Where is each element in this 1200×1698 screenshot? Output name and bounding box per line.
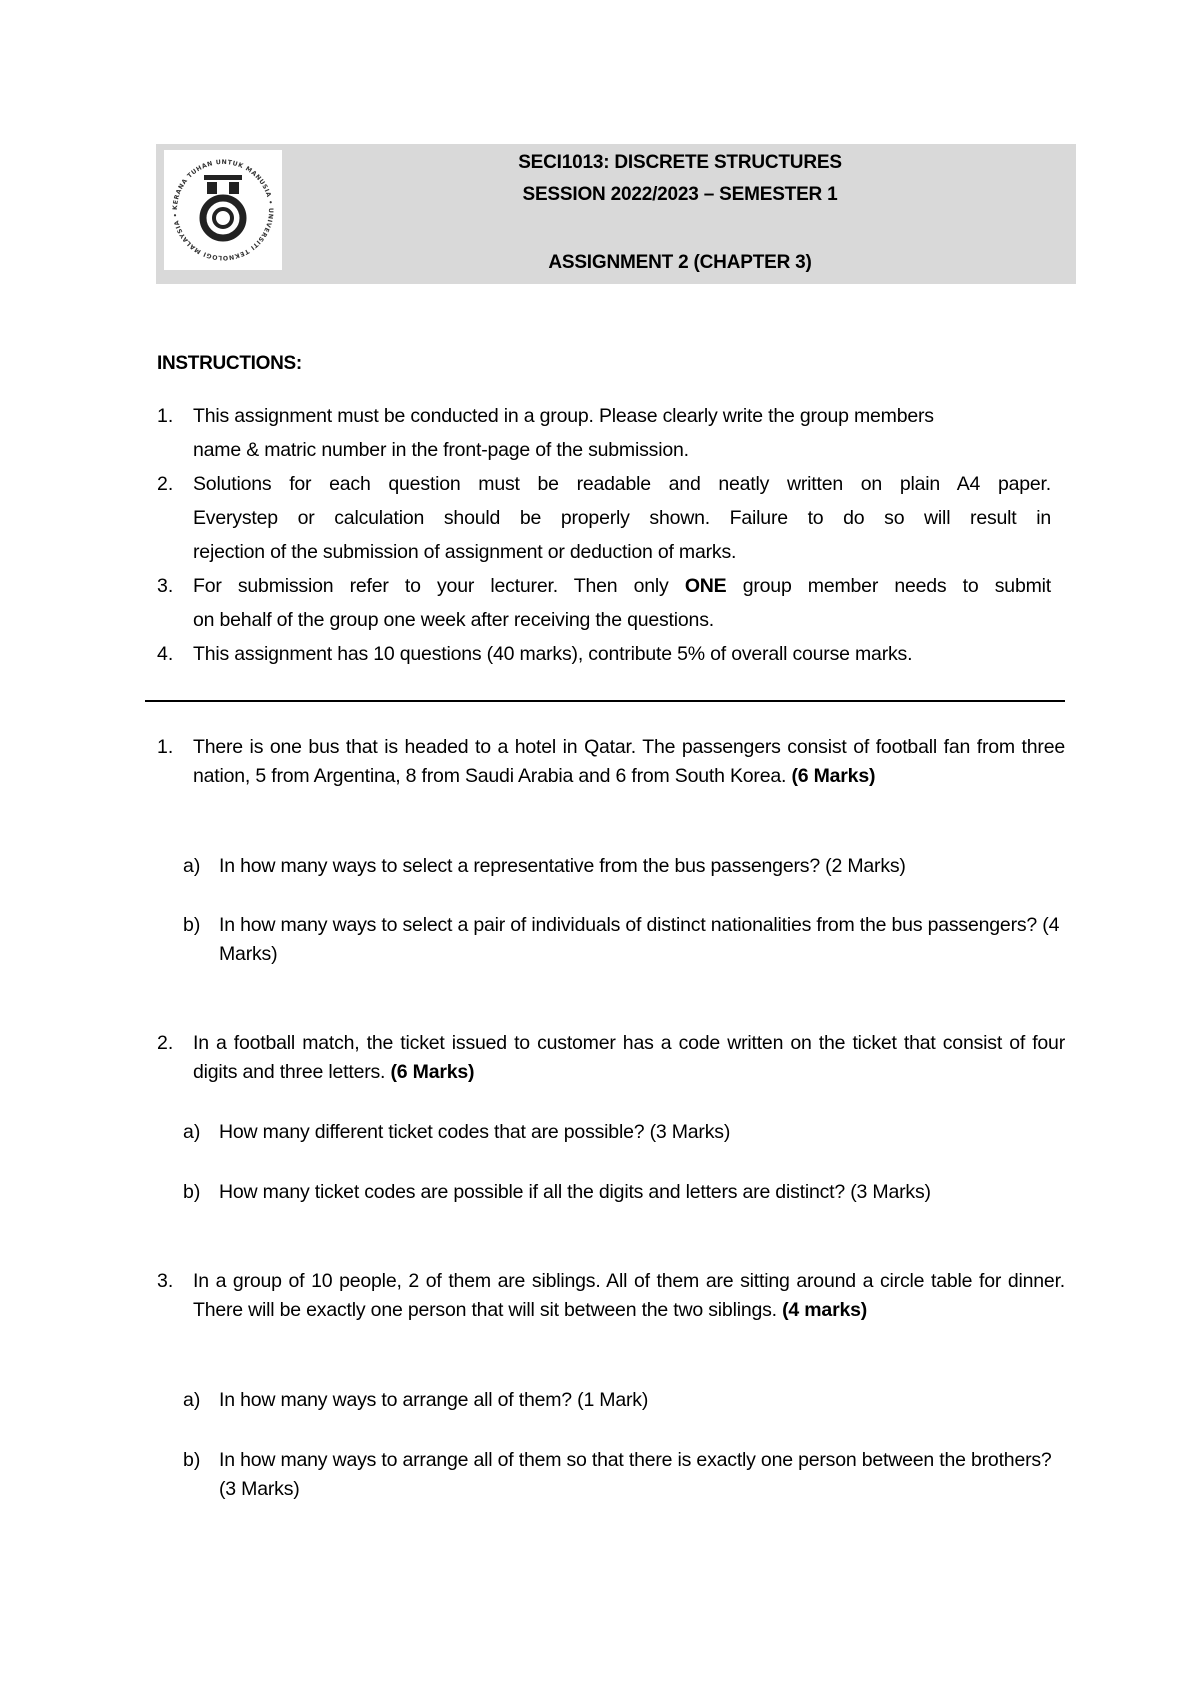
assignment-title: ASSIGNMENT 2 (CHAPTER 3) [548,252,812,273]
instruction-1-line-1: This assignment must be conducted in a group. Please clearly write the group members [193,405,934,427]
svg-text:KERANA TUHAN UNTUK MANUSIA • U: KERANA TUHAN UNTUK MANUSIA • UNIVERSITI TEKNOLOGI MALAYSIA • [171,158,275,262]
utm-crest-icon [164,150,282,270]
instruction-2-line-2: Everystep or calculation should be properly shown. Failure to do so will result in [193,507,1051,529]
question-number: 2. [157,1032,174,1054]
question-3a-text: In how many ways to arrange all of them? (1 Mark) [219,1389,649,1411]
section-divider [145,700,1065,702]
instruction-2-line-3: rejection of the submission of assignment or deduction of marks. [193,541,737,563]
university-logo [164,150,282,270]
instruction-4-line-1: This assignment has 10 questions (40 marks), contribute 5% of overall course marks. [193,643,913,665]
question-1b-text: In how many ways to select a pair of individuals of distinct nationalities from the bus passengers? (4 Marks) [219,914,1060,965]
question-1a-text: In how many ways to select a representative from the bus passengers? (2 Marks) [219,855,906,877]
instruction-1-line-2: name & matric number in the front-page of the submission. [193,439,689,461]
question-number: 1. [157,736,174,758]
instruction-3-line-2: on behalf of the group one week after receiving the questions. [193,609,714,631]
emphasis-one: ONE [684,575,727,597]
question-1-text: There is one bus that is headed to a hotel in Qatar. The passengers consist of football fan from three nation, 5 from Argentina, 8 from Saudi Arabia and 6 from South Korea. (6 Marks) [193,736,1065,787]
question-marks: (6 Marks) [390,1061,475,1083]
instruction-2-line-1: Solutions for each question must be readable and neatly written on plain A4 paper. [193,473,1051,495]
sub-question-label: a) [183,1121,201,1143]
instruction-number: 4. [157,643,174,665]
session-title: SESSION 2022/2023 – SEMESTER 1 [522,184,838,205]
instruction-number: 1. [157,405,174,427]
instructions-heading: INSTRUCTIONS: [157,353,302,374]
question-number: 3. [157,1270,174,1292]
question-2b-text: How many ticket codes are possible if all the digits and letters are distinct? (3 Marks) [219,1181,931,1203]
sub-question-label: a) [183,1389,201,1411]
question-2a-text: How many different ticket codes that are possible? (3 Marks) [219,1121,731,1143]
instruction-number: 2. [157,473,174,495]
instruction-3-line-1: For submission refer to your lecturer. Then only ONE group member needs to submit [193,575,1051,597]
sub-question-label: b) [183,914,201,936]
sub-question-label: b) [183,1181,201,1203]
question-2-text: In a football match, the ticket issued to customer has a code written on the ticket that consist of four digits and three letters. (6 Marks) [193,1032,1065,1083]
question-3-text: In a group of 10 people, 2 of them are siblings. All of them are sitting around a circle table for dinner. There will be exactly one person that will sit between the two siblings. (4 marks) [193,1270,1065,1321]
question-3b-text: In how many ways to arrange all of them so that there is exactly one person between the brothers? (3 Marks) [219,1449,1052,1500]
sub-question-label: b) [183,1449,201,1471]
instruction-number: 3. [157,575,174,597]
course-title: SECI1013: DISCRETE STRUCTURES [518,152,842,173]
sub-question-label: a) [183,855,201,877]
question-marks: (6 Marks) [791,765,876,787]
question-marks: (4 marks) [782,1299,868,1321]
